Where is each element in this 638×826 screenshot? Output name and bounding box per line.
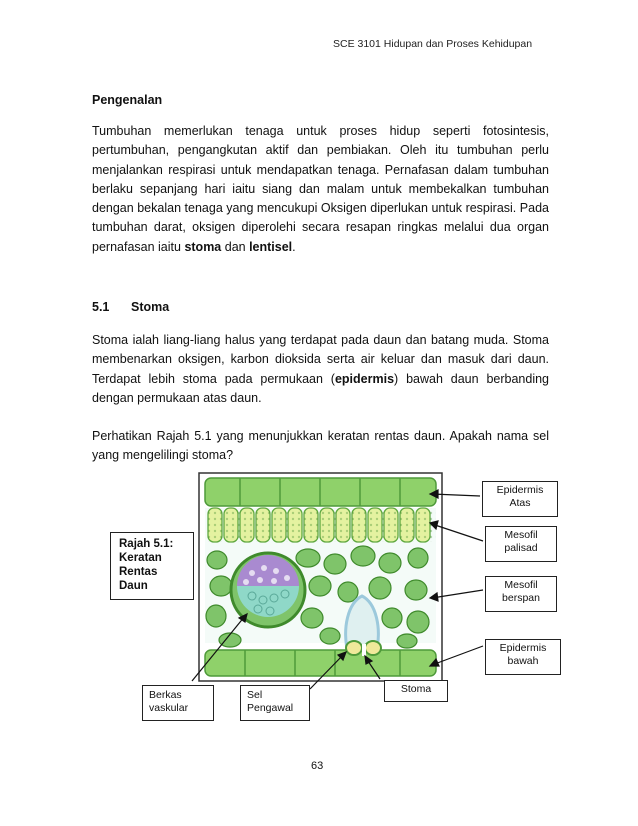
stoma-text-after: ) bawah daun berbanding dengan permukaan atas daun. <box>92 371 550 405</box>
lower-epidermis <box>205 650 436 676</box>
label-stoma: Stoma <box>384 680 448 702</box>
question-paragraph: Perhatikan Rajah 5.1 yang menunjukkan keratan rentas daun. Apakah nama sel yang mengelilingi stoma? <box>92 429 549 463</box>
label-epidermis-bawah: Epidermis bawah <box>485 639 561 675</box>
section-title: Stoma <box>131 300 170 314</box>
stoma-pore <box>362 644 366 656</box>
figure-title: Rajah 5.1: Keratan Rentas Daun <box>110 532 194 600</box>
intro-connector: dan <box>221 239 250 254</box>
intro-text: Tumbuhan memerlukan tenaga untuk proses hidup seperti fotosintesis, pertumbuhan, pengangkutan aktif dan pembiakan. Oleh itu tumbuhan perlu menjalankan respirasi untuk mendapatkan tenaga. Pernafasan dalam tumbuhan berlaku sepanjang hari iaitu siang dan malam untuk membekalkan tumbuhan dengan bekalan tenaga yang mencukupi Oksigen diperlukan untuk respirasi. Pada tumbuhan darat, oksigen diperolehi secara resapan ringkas melalui dua organ pernafasan iaitu <box>92 124 549 254</box>
term-epidermis: epidermis <box>334 371 395 386</box>
term-stoma: stoma <box>184 239 222 254</box>
intro-paragraph <box>92 122 549 257</box>
label-epidermis-atas: Epidermis Atas <box>482 481 558 517</box>
label-mesofil-palisad: Mesofil palisad <box>485 526 557 562</box>
section-number: 5.1 <box>92 300 110 314</box>
upper-epidermis <box>205 478 436 506</box>
intro-end: . <box>292 239 296 254</box>
page-number: 63 <box>311 760 324 772</box>
page-header: SCE 3101 Hidupan dan Proses Kehidupan <box>333 38 533 50</box>
label-mesofil-berspan: Mesofil berspan <box>485 576 557 612</box>
stoma-text: Stoma ialah liang-liang halus yang terdapat pada daun dan batang muda. Stoma membenarkan oksigen, karbon dioksida serta air keluar dan masuk dari daun. Terdapat lebih stoma pada permukaan ( <box>92 333 549 386</box>
intro-heading: Pengenalan <box>92 93 163 107</box>
stoma-paragraph <box>92 331 549 408</box>
label-sel-pengawal: Sel Pengawal <box>240 685 310 721</box>
label-berkas-vaskular: Berkas vaskular <box>142 685 214 721</box>
term-lentisel: lentisel <box>249 239 293 254</box>
